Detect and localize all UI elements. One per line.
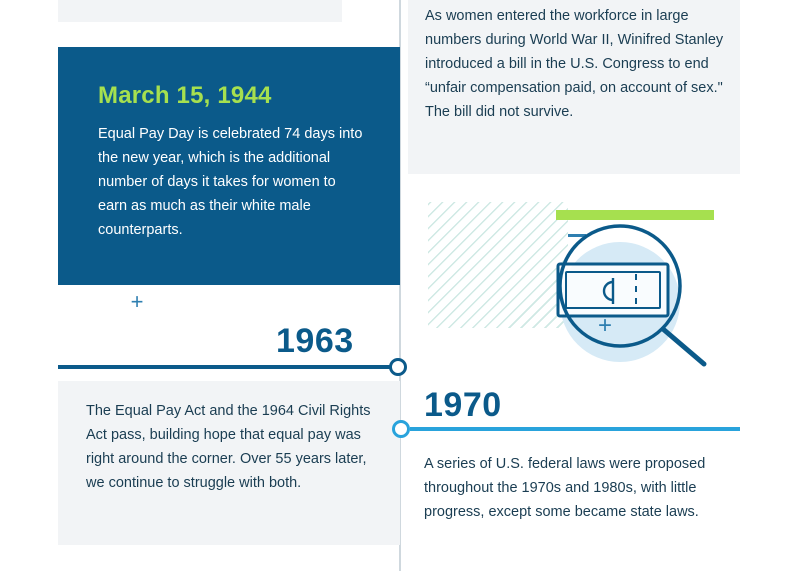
timeline-node-1970	[392, 420, 410, 438]
plus-icon: +	[598, 312, 613, 339]
top-right-card-body: As women entered the workforce in large numbers during World War II, Winifred Stanley introduced a bill in the U.S. Congress to end “unfair compensation paid, on account of sex." The bill did not survive.	[425, 8, 724, 120]
blue-card-headline: March 15, 1944	[98, 82, 272, 109]
milestone-1970-body: A series of U.S. federal laws were proposed throughout the 1970s and 1980s, with little progress, except some became state laws.	[424, 456, 706, 520]
milestone-year-1970: 1970	[424, 386, 502, 424]
milestone-year-1963: 1963	[276, 322, 354, 360]
timeline-node-1963	[389, 358, 407, 376]
blue-card-body: Equal Pay Day is celebrated 74 days into the new year, which is the additional number of days it takes for women to earn as much as their white male counterparts.	[98, 126, 363, 238]
timeline-rule-1970	[410, 427, 740, 431]
milestone-1963-body: The Equal Pay Act and the 1964 Civil Rights Act pass, building hope that equal pay was right around the corner. Over 55 years later, we continue to struggle with both.	[86, 403, 371, 491]
illustration-magnifier-money	[408, 186, 748, 376]
top-left-partial-card	[58, 0, 342, 22]
magnifier-icon	[408, 186, 748, 376]
blue-milestone-card-1944	[58, 47, 400, 314]
top-right-text-card	[408, 0, 740, 174]
timeline-rule-1963	[58, 365, 392, 369]
milestone-card-1963	[58, 381, 400, 545]
plus-icon: +	[130, 289, 144, 314]
